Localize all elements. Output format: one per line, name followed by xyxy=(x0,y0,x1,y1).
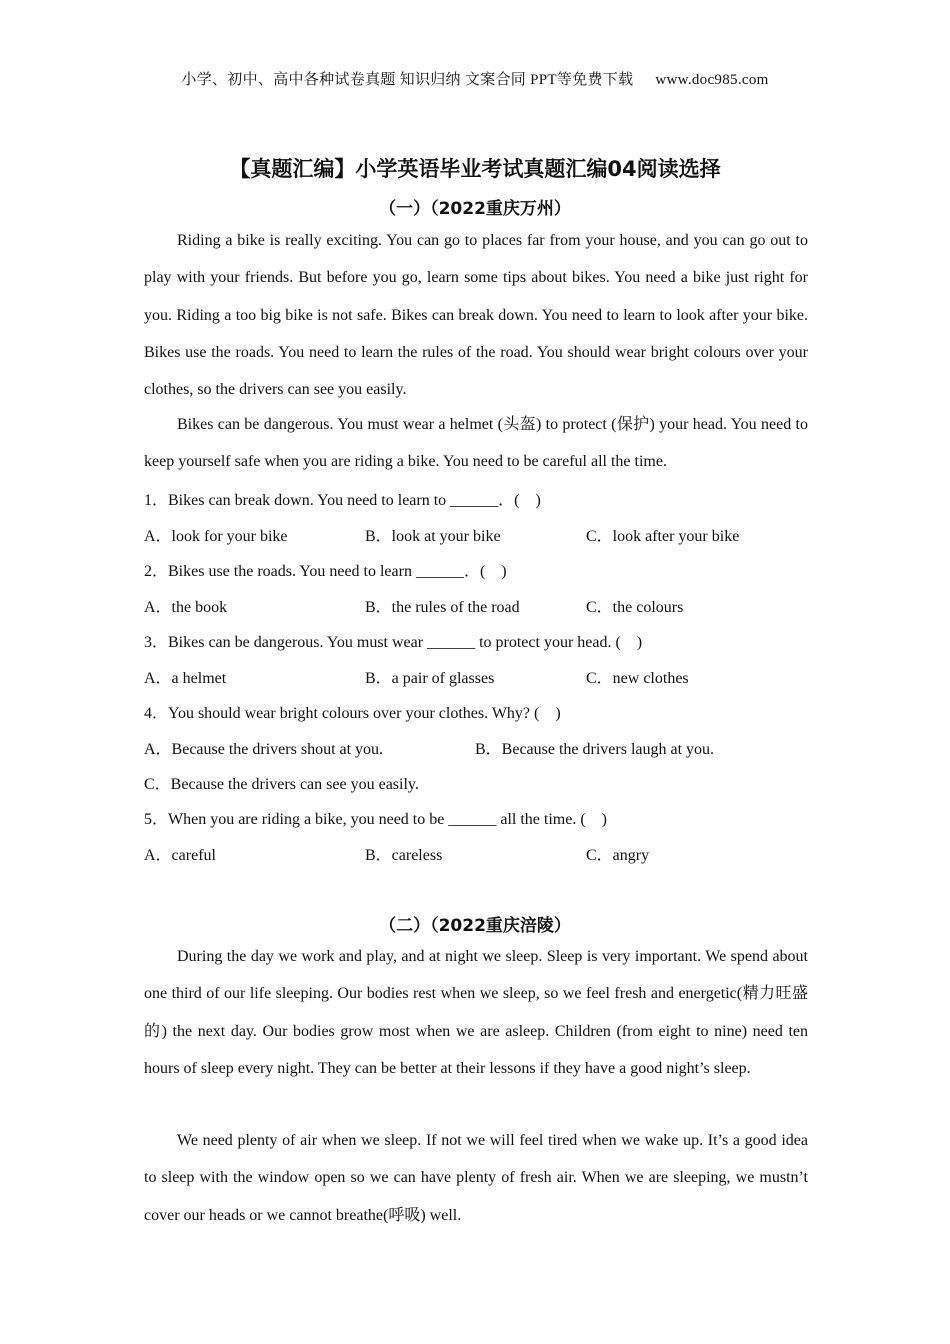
question-2-option-a: A．the book xyxy=(144,599,228,616)
question-4-stem: 4．You should wear bright colours over your clothes. Why? ( ) xyxy=(144,705,561,722)
section1-paragraph-2: Bikes can be dangerous. You must wear a helmet (头盔) to protect (保护) your head. You need to keep yourself safe when you are riding a bike. You need to be careful all the time. xyxy=(144,416,808,471)
question-1-option-c: C．look after your bike xyxy=(586,528,740,545)
page-header xyxy=(0,68,950,89)
section2-subtitle: （二）（2022重庆涪陵） xyxy=(379,916,571,936)
question-1-option-a: A．look for your bike xyxy=(144,528,288,545)
question-3-stem: 3．Bikes can be dangerous. You must wear ______ to protect your head. ( ) xyxy=(144,634,643,651)
question-5-option-b: B．careless xyxy=(365,847,443,864)
question-5-option-a: A．careful xyxy=(144,847,216,864)
question-3-option-b: B．a pair of glasses xyxy=(365,670,495,687)
section1-subtitle: （一）（2022重庆万州） xyxy=(379,199,571,219)
section1-paragraph-1: Riding a bike is really exciting. You can go to places far from your house, and you can go out to play with your friends. But before you go, learn some tips about bikes. You need a bike just right for you. Riding a too big bike is not safe. Bikes can break down. You need to learn to look after your bike. Bikes use the roads. You need to learn the rules of the road. You should wear bright colours over your clothes, so the drivers can see you easily. xyxy=(144,232,808,399)
question-4-option-a: A．Because the drivers shout at you. xyxy=(144,741,384,758)
section2-paragraph-1: During the day we work and play, and at night we sleep. Sleep is very important. We spend about one third of our life sleeping. Our bodies rest when we sleep, so we feel fresh and energetic(精力旺盛的) the next day. Our bodies grow most when we are asleep. Children (from eight to nine) need ten hours of sleep every night. They can be better at their lessons if they have a good night’s sleep. xyxy=(144,948,808,1077)
question-2-stem: 2．Bikes use the roads. You need to learn ______．( ) xyxy=(144,563,507,580)
question-4-option-b: B．Because the drivers laugh at you. xyxy=(475,741,715,758)
question-4-option-c: C．Because the drivers can see you easily. xyxy=(144,776,419,793)
section2-paragraph-2: We need plenty of air when we sleep. If not we will feel tired when we wake up. It’s a good idea to sleep with the window open so we can have plenty of fresh air. When we are sleeping, we mustn’t cover our heads or we cannot breathe(呼吸) well. xyxy=(144,1132,808,1224)
question-2-option-c: C．the colours xyxy=(586,599,684,616)
question-3-option-c: C．new clothes xyxy=(586,670,689,687)
question-5-stem: 5．When you are riding a bike, you need to be ______ all the time. ( ) xyxy=(144,811,607,828)
question-2-option-b: B．the rules of the road xyxy=(365,599,520,616)
header-text: 小学、初中、高中各种试卷真题 知识归纳 文案合同 PPT等免费下载 xyxy=(181,72,634,88)
header-url[interactable]: www.doc985.com xyxy=(655,72,769,88)
question-3-option-a: A．a helmet xyxy=(144,670,227,687)
question-1-stem: 1．Bikes can break down. You need to learn to ______．( ) xyxy=(144,492,541,509)
document-title: 【真题汇编】小学英语毕业考试真题汇编04阅读选择 xyxy=(229,157,721,181)
question-5-option-c: C．angry xyxy=(586,847,650,864)
question-1-option-b: B．look at your bike xyxy=(365,528,501,545)
